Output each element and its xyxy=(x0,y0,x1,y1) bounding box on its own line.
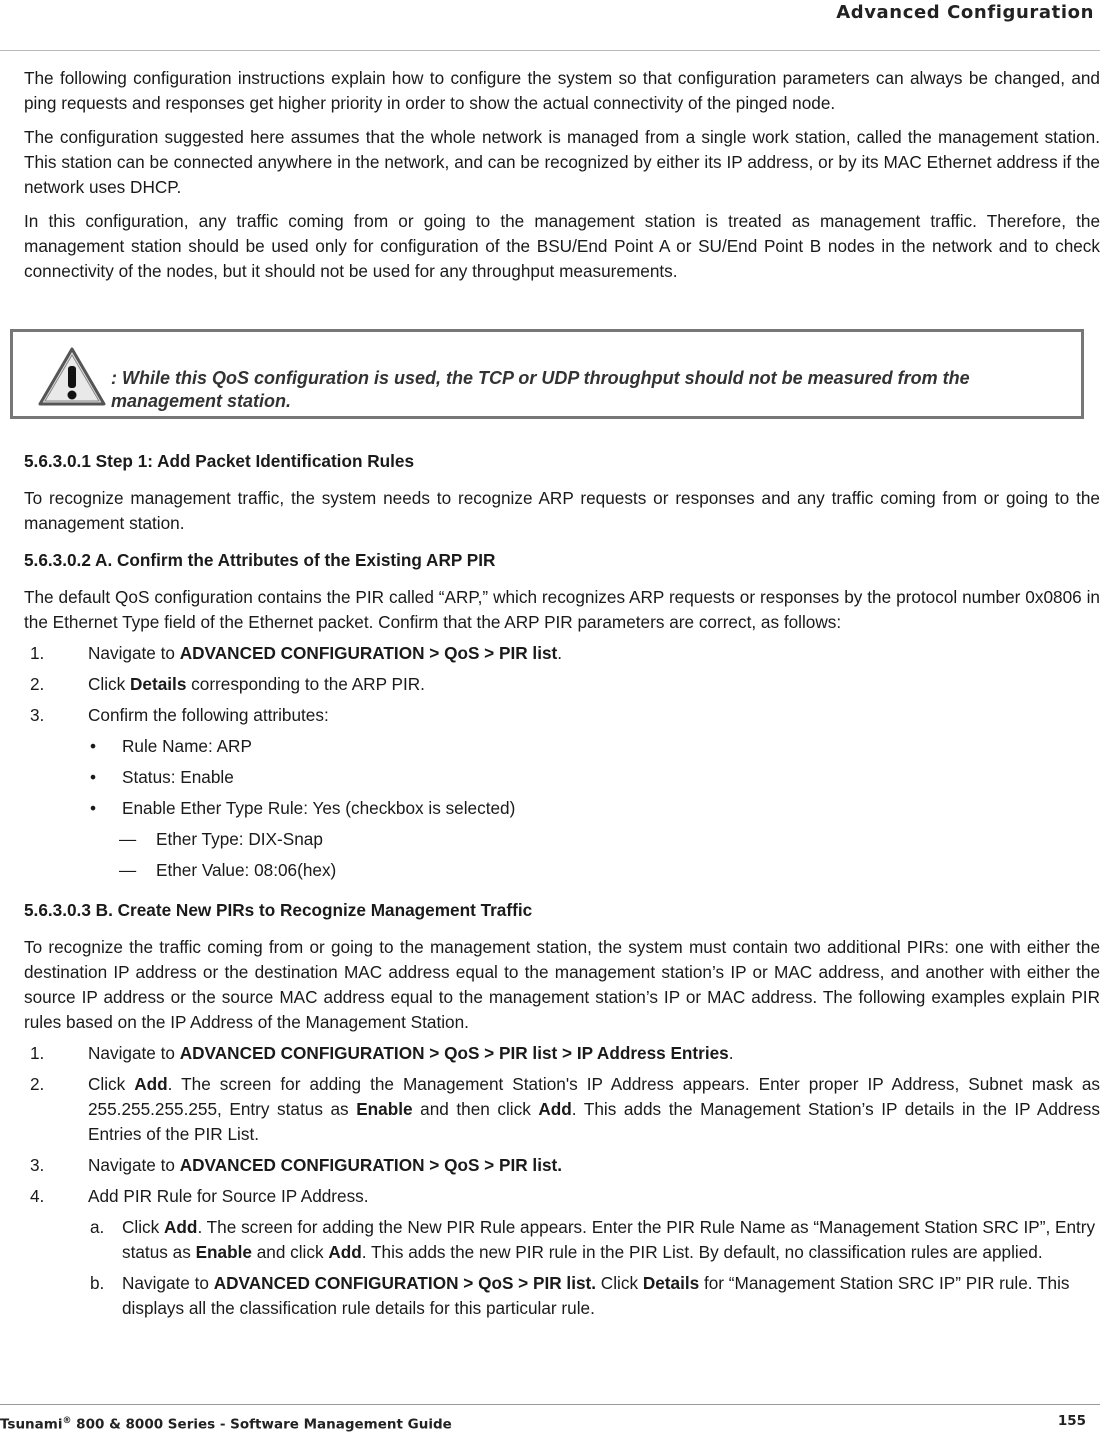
footer-divider xyxy=(0,1404,1100,1405)
warning-triangle-icon xyxy=(37,346,107,408)
intro-paragraph-1: The following configuration instructions explain how to configure the system so that configuration parameters can always be changed, and ping requests and responses get higher priority in order to show the actual connectivity of the pinged node. xyxy=(24,68,1100,113)
list-item: 3. Navigate to ADVANCED CONFIGURATION > QoS > PIR list. xyxy=(30,1155,563,1175)
ether-type-list xyxy=(24,827,1100,883)
footer-title: Tsunami® 800 & 8000 Series - Software Management Guide xyxy=(0,1416,452,1433)
arp-steps-list xyxy=(24,641,1100,728)
list-item: 1. Navigate to ADVANCED CONFIGURATION > QoS > PIR list. xyxy=(30,643,563,663)
list-item: • Status: Enable xyxy=(90,767,234,787)
list-item: a. Click Add. The screen for adding the New PIR Rule appears. Enter the PIR Rule Name as “Management Station SRC IP”, Entry status as Enable and click Add. This adds the new PIR rule in the PIR List. By default, no classification rules are applied. xyxy=(90,1217,1096,1262)
list-item: 2. Click Add. The screen for adding the Management Station's IP Address appears. Enter proper IP Address, Subnet mask as 255.255.255.255, Entry status as Enable and then click Add. This adds the Management Station’s IP details in the IP Address Entries of the PIR List. xyxy=(30,1074,1100,1144)
section-content xyxy=(24,449,1100,1327)
section1-body: To recognize management traffic, the system needs to recognize ARP requests or responses and any traffic coming from or going to the management station. xyxy=(24,488,1100,533)
list-item: • Enable Ether Type Rule: Yes (checkbox is selected) xyxy=(90,798,516,818)
intro-paragraph-2: The configuration suggested here assumes that the whole network is managed from a single work station, called the management station. This station can be connected anywhere in the network, and can be recognized by either its IP address, or by its MAC Ethernet address if the network uses DHCP. xyxy=(24,127,1100,197)
list-item: 2. Click Details corresponding to the ARP PIR. xyxy=(30,674,425,694)
page-content xyxy=(24,66,1100,293)
list-item: 3. Confirm the following attributes: xyxy=(30,705,329,725)
list-item: — Ether Value: 08:06(hex) xyxy=(119,860,337,880)
section2-body: The default QoS configuration contains the PIR called “ARP,” which recognizes ARP requests or responses by the protocol number 0x0806 in the Ethernet Type field of the Ethernet packet. Confirm that the ARP PIR parameters are correct, as follows: xyxy=(24,587,1100,632)
intro-paragraph-3: In this configuration, any traffic coming from or going to the management station is treated as management traffic. Therefore, the management station should be used only for configuration of the BSU/End Point A or SU/End Point B nodes in the network and to check connectivity of the nodes, but it should not be used for any throughput measurements. xyxy=(24,211,1100,281)
warning-note xyxy=(10,329,1084,419)
section3-body: To recognize the traffic coming from or going to the management station, the system must contain two additional PIRs: one with either the destination IP address or the destination MAC address equal to the management station’s IP or MAC address, and another with either the source IP address or the source MAC address equal to the management station’s IP or MAC address. The following examples explain PIR rules based on the IP Address of the Management Station. xyxy=(24,937,1100,1032)
section-heading-confirm-arp: 5.6.3.0.2 A. Confirm the Attributes of the Existing ARP PIR xyxy=(24,550,496,570)
section-heading-create-pirs: 5.6.3.0.3 B. Create New PIRs to Recognize Management Traffic xyxy=(24,900,533,920)
header-title: Advanced Configuration xyxy=(836,2,1094,23)
pir-steps-list xyxy=(24,1041,1100,1209)
section-heading-step1: 5.6.3.0.1 Step 1: Add Packet Identification Rules xyxy=(24,451,415,471)
list-item: 1. Navigate to ADVANCED CONFIGURATION > QoS > PIR list > IP Address Entries. xyxy=(30,1043,734,1063)
list-item: — Ether Type: DIX-Snap xyxy=(119,829,323,849)
pir-substeps-list xyxy=(24,1215,1100,1321)
header-divider xyxy=(0,50,1100,51)
arp-attributes-list xyxy=(24,734,1100,821)
list-item: 4. Add PIR Rule for Source IP Address. xyxy=(30,1186,369,1206)
list-item: b. Navigate to ADVANCED CONFIGURATION > QoS > PIR list. Click Details for “Management Station SRC IP” PIR rule. This displays all the classification rule details for this particular rule. xyxy=(90,1273,1070,1318)
page-number: 155 xyxy=(1057,1413,1086,1429)
list-item: • Rule Name: ARP xyxy=(90,736,252,756)
warning-note-text: : While this QoS configuration is used, the TCP or UDP throughput should not be measured from the management station. xyxy=(111,368,970,411)
